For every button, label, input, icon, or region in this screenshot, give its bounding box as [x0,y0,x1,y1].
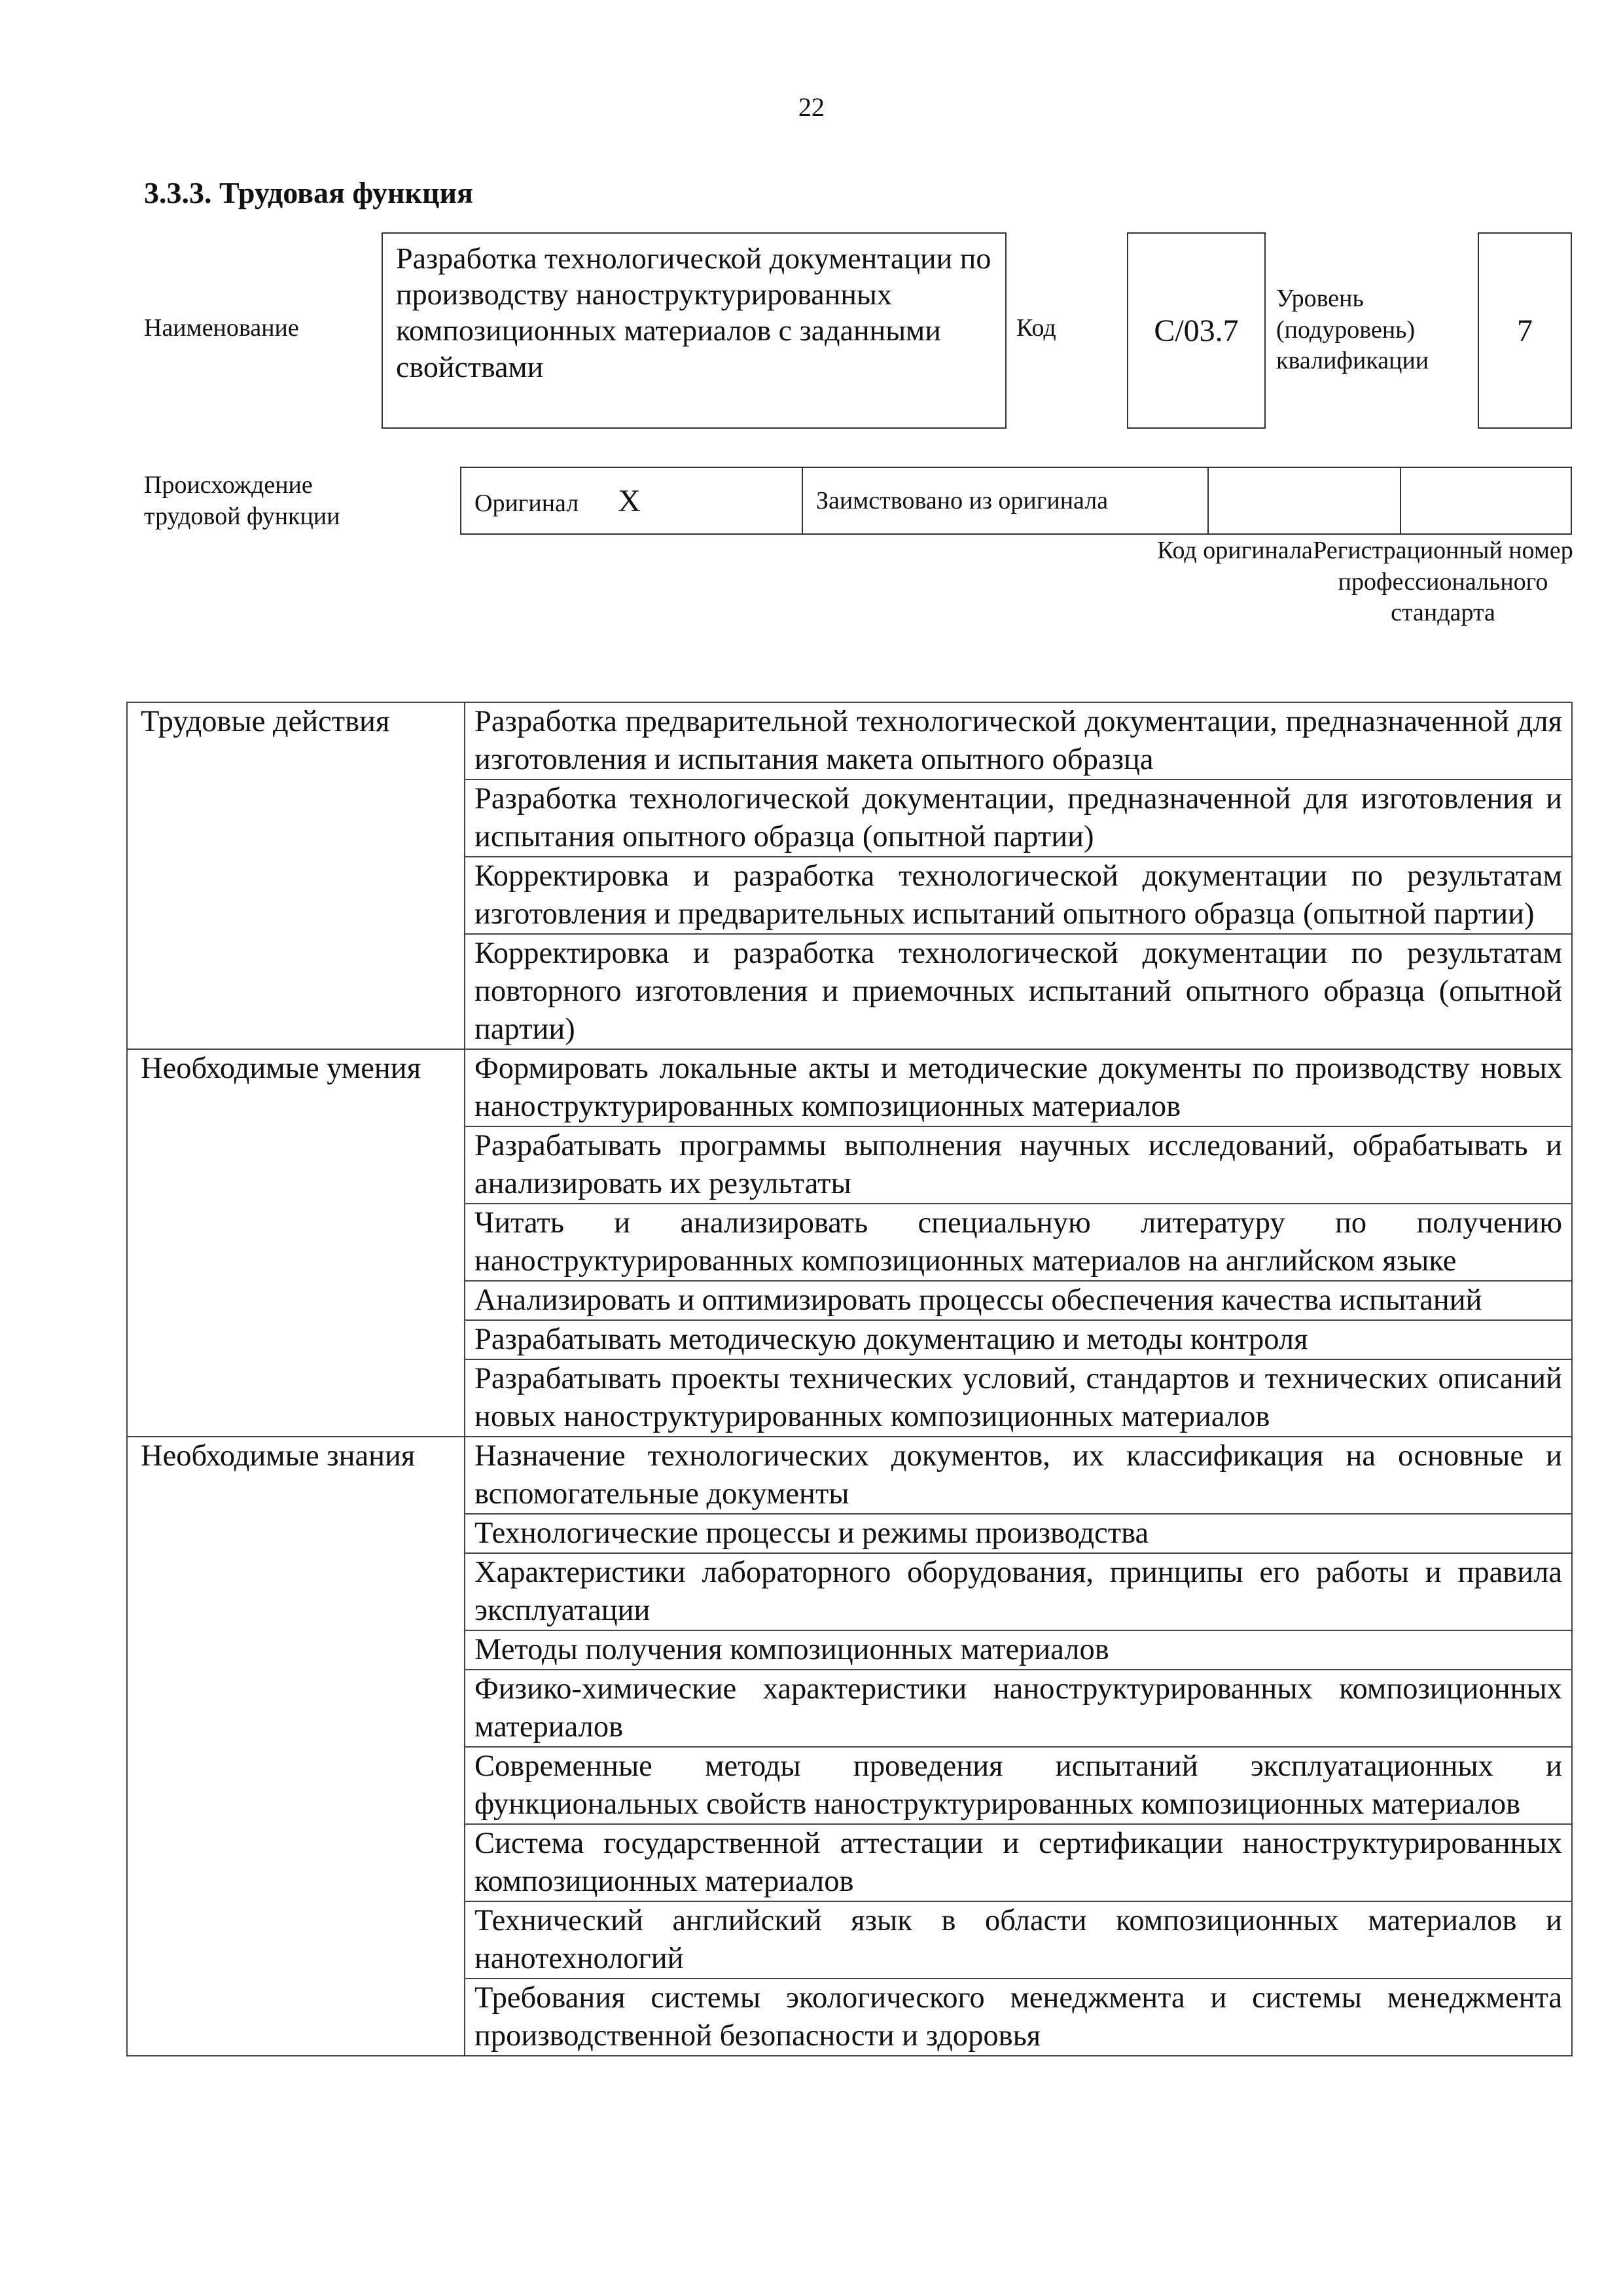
table-cell: Формировать локальные акты и методические документы по производству новых наноструктурированных композиционных материалов [465,1049,1572,1126]
table-cell: Технологические процессы и режимы производства [465,1514,1572,1553]
origin-borrowed-label: Заимствовано из оригинала [816,487,1109,514]
table-cell: Методы получения композиционных материалов [465,1630,1572,1670]
table-cell: Современные методы проведения испытаний эксплуатационных и функциональных свойств наноструктурированных композиционных материалов [465,1747,1572,1824]
origin-label: Происхождение трудовой функции [144,471,340,530]
code-label: Код [1016,314,1056,342]
table-cell: Физико-химические характеристики наноструктурированных композиционных материалов [465,1670,1572,1747]
table-cell: Требования системы экологического менеджмента и системы менеджмента производственной безопасности и здоровья [465,1979,1572,2056]
origin-code-caption: Код оригинала [1157,537,1313,564]
table-cell: Разработка технологической документации, предназначенной для изготовления и испытания опытного образца (опытной партии) [465,780,1572,857]
code-value: С/03.7 [1127,232,1266,429]
category-cell: Трудовые действия [127,702,465,1049]
name-label: Наименование [144,314,299,342]
table-cell: Назначение технологических документов, их классификация на основные и вспомогательные документы [465,1437,1572,1514]
level-value: 7 [1478,232,1572,429]
origin-table [460,467,1572,535]
level-label: Уровень (подуровень) квалификации [1276,285,1429,374]
table-cell: Корректировка и разработка технологической документации по результатам повторного изготовления и приемочных испытаний опытного образца (опытной партии) [465,934,1572,1049]
main-table [126,702,1573,2056]
table-cell: Корректировка и разработка технологической документации по результатам изготовления и предварительных испытаний опытного образца (опытной партии) [465,857,1572,934]
table-cell: Разрабатывать программы выполнения научных исследований, обрабатывать и анализировать их результаты [465,1126,1572,1204]
category-cell: Необходимые знания [127,1437,465,2056]
table-cell: Читать и анализировать специальную литературу по получению наноструктурированных композиционных материалов на английском языке [465,1204,1572,1281]
table-cell: Разработка предварительной технологической документации, предназначенной для изготовления и испытания макета опытного образца [465,702,1572,780]
category-cell: Необходимые умения [127,1049,465,1437]
table-cell: Разрабатывать проекты технических условий, стандартов и технических описаний новых наноструктурированных композиционных материалов [465,1359,1572,1437]
table-cell: Разрабатывать методическую документацию и методы контроля [465,1320,1572,1359]
origin-original-label: Оригинал [474,489,579,517]
table-row [127,1049,1572,1126]
origin-original-cell [461,467,802,534]
table-cell: Характеристики лабораторного оборудования, принципы его работы и правила эксплуатации [465,1553,1572,1630]
origin-reg-caption: Регистрационный номер профессионального стандарта [1313,537,1573,626]
origin-code-cell [1208,467,1400,534]
section-heading: 3.3.3. Трудовая функция [144,176,473,209]
table-row [127,1437,1572,1514]
name-value: Разработка технологической документации по производству наноструктурированных композиционных материалов с заданными свойствами [382,232,1007,429]
table-cell: Технический английский язык в области композиционных материалов и нанотехнологий [465,1901,1572,1979]
page-number: 22 [798,92,825,122]
origin-reg-cell [1400,467,1571,534]
origin-original-mark: Х [618,483,641,518]
origin-borrowed-cell [802,467,1208,534]
table-cell: Система государственной аттестации и сертификации наноструктурированных композиционных материалов [465,1824,1572,1901]
table-cell: Анализировать и оптимизировать процессы обеспечения качества испытаний [465,1281,1572,1320]
table-row [127,702,1572,780]
